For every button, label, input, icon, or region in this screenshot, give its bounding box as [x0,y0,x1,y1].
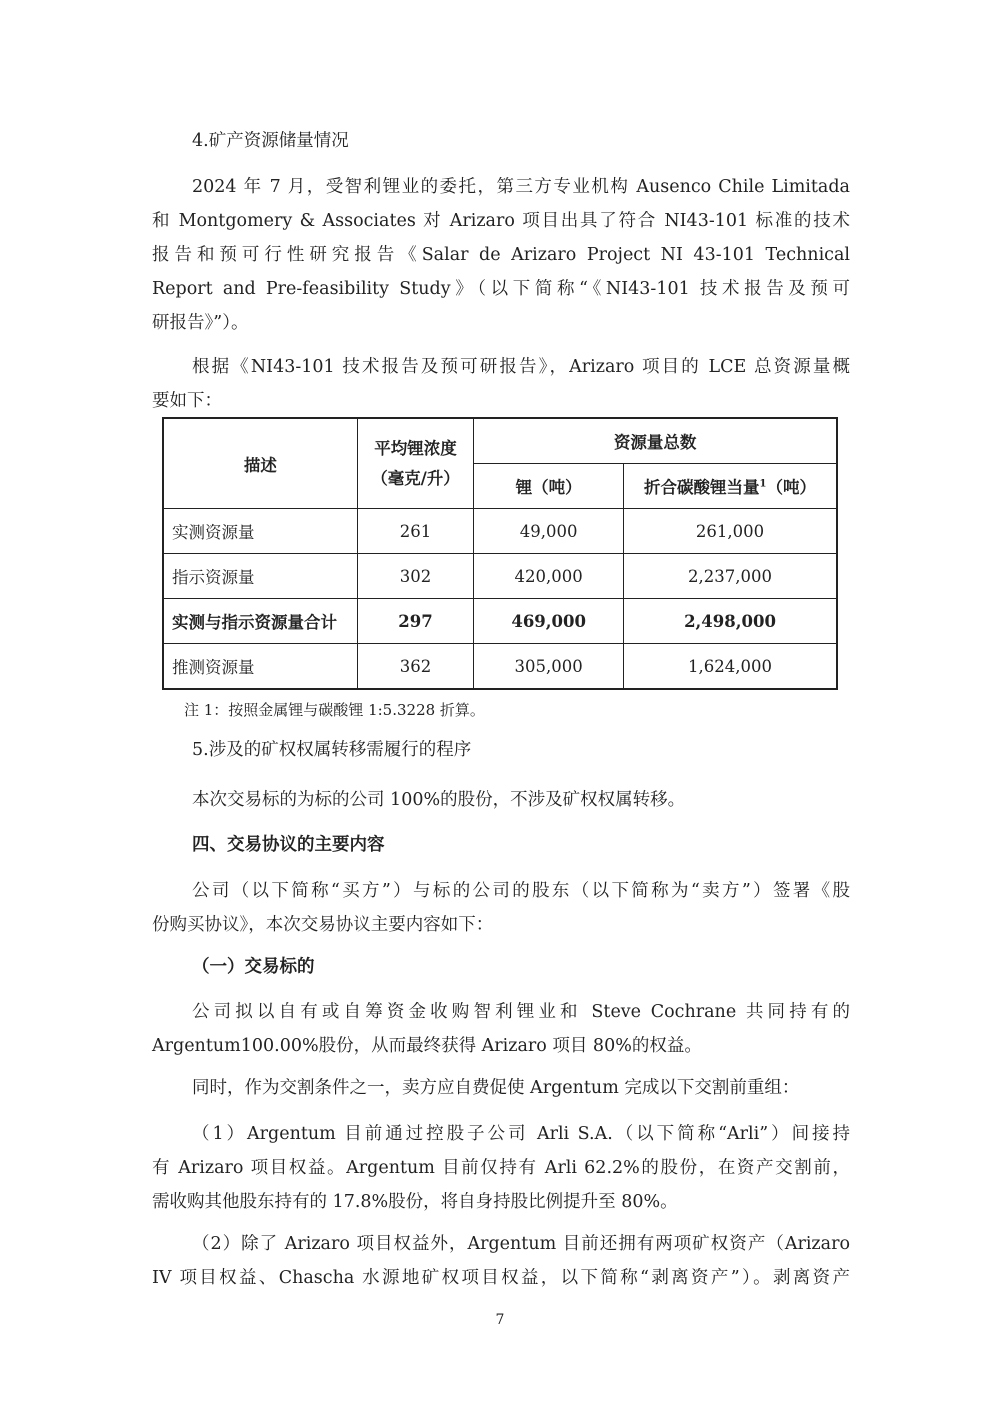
text-line: 2024 年 7 月，受智利锂业的委托，第三方专业机构 Ausenco Chile Limitada [192,177,850,197]
text-line: （2）除了 Arizaro 项目权益外，Argentum 目前还拥有两项矿权资产（Arizaro [192,1234,850,1254]
header-lce-unit: （吨） [766,478,816,497]
header-avg-grade [357,418,474,509]
row-lithium: 305,000 [474,644,624,690]
row-lithium: 49,000 [474,509,624,554]
resource-table [162,417,838,690]
row-lce: 2,498,000 [624,599,837,644]
text-line: 要如下： [152,391,222,411]
table-header-row [163,418,837,464]
paragraph-item-1 [152,1117,850,1219]
text-line: 有 Arizaro 项目权益。Argentum 目前仅持有 Arli 62.2%的股份，在资产交割前， [152,1158,850,1178]
row-lce: 2,237,000 [624,554,837,599]
table-row [163,509,837,554]
row-grade: 261 [357,509,474,554]
header-description: 描述 [163,418,357,509]
paragraph-ni43101-report [152,170,850,340]
text-line: 研报告》”）。 [152,313,249,333]
section-four-heading [152,828,890,862]
heading-text: 4.矿产资源储量情况 [192,131,349,151]
row-lithium: 420,000 [474,554,624,599]
text-line: 本次交易标的为标的公司 100%的股份，不涉及矿权权属转移。 [192,790,686,810]
paragraph-agreement [152,874,850,942]
header-avg-grade-line1: 平均锂浓度 [374,438,457,458]
text-line: 需收购其他股东持有的 17.8%股份，将自身持股比例提升至 80%。 [152,1192,678,1212]
section-5-heading [152,733,890,767]
table-row [163,554,837,599]
row-grade: 302 [357,554,474,599]
table-footnote: 注 1：按照金属锂与碳酸锂 1:5.3228 折算。 [184,701,485,719]
paragraph-acquisition [152,995,850,1063]
paragraph-resource-summary [152,350,850,418]
section-5-body [152,783,890,817]
text-line: 公司拟以自有或自筹资金收购智利锂业和 Steve Cochrane 共同持有的 [192,1002,850,1022]
heading-text: （一）交易标的 [192,957,315,977]
text-line: 和 Montgomery & Associates 对 Arizaro 项目出具了符合 NI43-101 标准的技术 [152,211,850,231]
row-description: 实测与指示资源量合计 [163,599,357,644]
header-lithium-tonnes: 锂（吨） [474,464,624,509]
heading-text: 5.涉及的矿权权属转移需履行的程序 [192,740,472,760]
text-line: IV 项目权益、Chascha 水源地矿权项目权益，以下简称“剥离资产”）。剥离资产 [152,1268,850,1288]
page-number: 7 [495,1312,505,1328]
row-lce: 261,000 [624,509,837,554]
row-grade: 362 [357,644,474,690]
text-line: 报告和预可行性研究报告《Salar de Arizaro Project NI 43-101 Technical [152,245,850,265]
text-line: （1）Argentum 目前通过控股子公司 Arli S.A.（以下简称“Arli”）间接持 [192,1124,850,1144]
text-line: 份购买协议》，本次交易协议主要内容如下： [152,915,494,935]
row-description: 指示资源量 [163,554,357,599]
row-description: 实测资源量 [163,509,357,554]
header-total-resource: 资源量总数 [474,418,837,464]
header-lce-label: 折合碳酸锂当量 [644,478,760,497]
text-line: 公司（以下简称“买方”）与标的公司的股东（以下简称为“卖方”）签署《股 [192,881,850,901]
text-line: 根据《NI43-101 技术报告及预可研报告》，Arizaro 项目的 LCE 总资源量概 [192,357,850,377]
table-row-total [163,599,837,644]
row-lce: 1,624,000 [624,644,837,690]
text-line: Argentum100.00%股份，从而最终获得 Arizaro 项目 80%的权益。 [152,1036,702,1056]
text-line: 同时，作为交割条件之一，卖方应自费促使 Argentum 完成以下交割前重组： [192,1078,800,1098]
paragraph-closing-conditions [152,1071,890,1105]
header-lce-tonnes [624,464,837,509]
table-row [163,644,837,690]
section-4-heading [152,124,890,158]
row-grade: 297 [357,599,474,644]
text-line: Report and Pre-feasibility Study》（以下简称“《NI43-101 技术报告及预可 [152,279,850,299]
paragraph-item-2 [152,1227,850,1295]
sub-heading-transaction-target [152,950,890,984]
header-avg-grade-line2: （毫克/升） [371,468,460,488]
heading-text: 四、交易协议的主要内容 [192,835,385,855]
row-lithium: 469,000 [474,599,624,644]
row-description: 推测资源量 [163,644,357,690]
footnote-marker: 1 [759,478,767,490]
